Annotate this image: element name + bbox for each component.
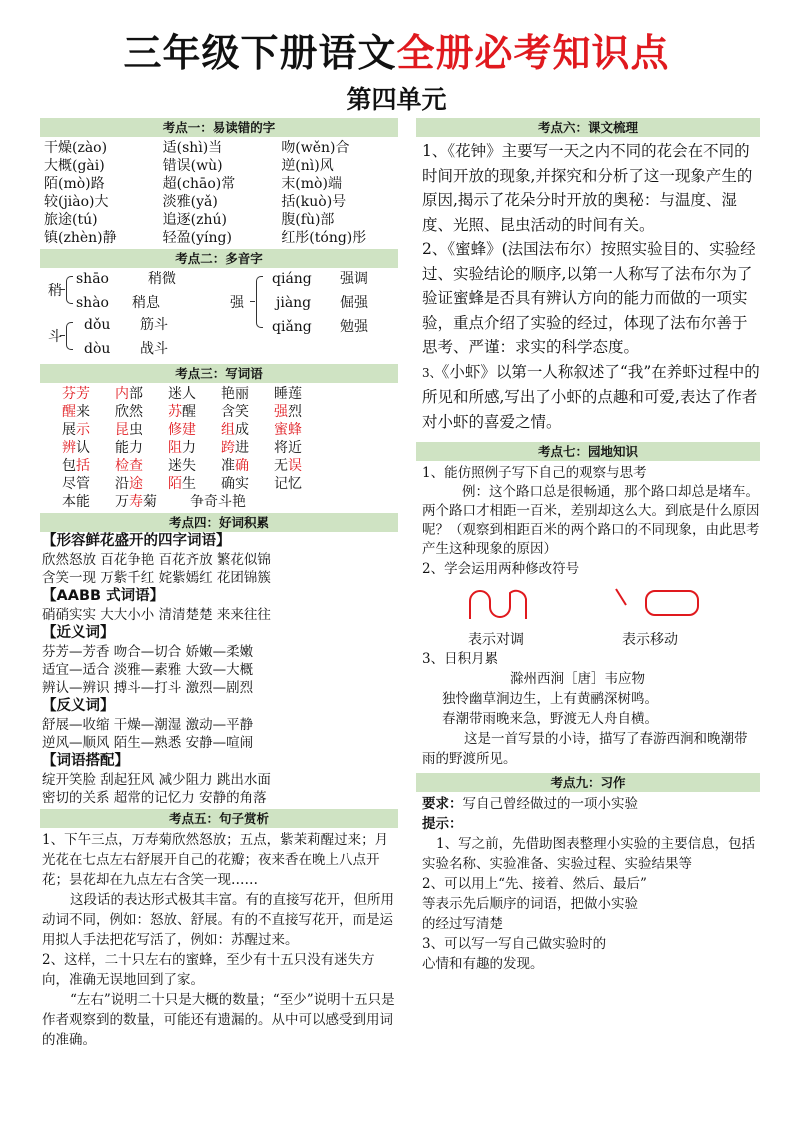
word-cell: 迷失 xyxy=(168,458,196,474)
word: 倔强 xyxy=(340,295,368,311)
pronunciation-cell: 大概(gài) xyxy=(44,158,105,174)
vocab-line: 适宜—适合 淡雅—素雅 大致—大概 xyxy=(42,662,254,678)
word-cell: 昆虫 xyxy=(115,422,143,438)
section-header-p6: 考点六：课文梳理 xyxy=(416,118,760,137)
pronunciation-cell: 轻盈(yíng) xyxy=(162,230,232,246)
polyphone-char: 稍 xyxy=(48,283,62,299)
subheading: 【词语搭配】 xyxy=(42,753,129,769)
poem-line: 独怜幽草涧边生，上有黄鹂深树鸣。 xyxy=(442,691,658,707)
word: 战斗 xyxy=(140,341,168,357)
word-cell: 能力 xyxy=(115,440,143,456)
vocabulary-block xyxy=(40,532,398,807)
proofread-symbols xyxy=(422,579,760,649)
word-cell: 尽管 xyxy=(62,476,90,492)
pronunciation-cell: 逆(nì)风 xyxy=(281,158,334,174)
paragraph: 1、《花钟》主要写一天之内不同的花会在不同的时间开放的现象,并探究和分析了这一现象产生的原因,揭示了花朵分时开放的奥秘：与温度、湿度、光照、昆虫活动的时间有关。 xyxy=(422,142,753,234)
polyphone-char: 强 xyxy=(230,295,244,311)
tip: 心情和有趣的发现。 xyxy=(422,956,544,972)
move-symbol-icon xyxy=(612,583,712,623)
pinyin: shāo xyxy=(76,271,109,287)
composition xyxy=(416,792,760,974)
pronunciation-table xyxy=(40,137,398,247)
pronunciation-cell: 旅途(tú) xyxy=(44,212,98,228)
pronunciation-row xyxy=(44,139,398,157)
pinyin: shào xyxy=(76,295,109,311)
word-row xyxy=(40,493,398,511)
tip: 等表示先后顺序的词语，把做小实验 xyxy=(422,896,638,912)
word: 勉强 xyxy=(340,319,368,335)
word-cell: 苏醒 xyxy=(168,404,196,420)
subheading: 【近义词】 xyxy=(42,625,115,641)
word-row xyxy=(62,421,398,439)
word-cell: 辨认 xyxy=(62,440,90,456)
vocab-line: 密切的关系 超常的记忆力 安静的角落 xyxy=(42,790,267,806)
word-cell: 万寿菊 xyxy=(115,494,157,510)
poem-note: 这是一首写景的小诗，描写了春游西涧和晚潮带雨的野渡所见。 xyxy=(422,731,748,767)
pronunciation-cell: 较(jiào)大 xyxy=(44,194,109,210)
word-cell: 睡莲 xyxy=(274,386,302,402)
word-cell: 记忆 xyxy=(274,476,302,492)
unit-title: 第四单元 xyxy=(346,85,447,114)
vocab-line: 芬芳—芳香 吻合—切合 娇嫩—柔嫩 xyxy=(42,644,254,660)
word-cell: 迷人 xyxy=(168,386,196,402)
word-writing-table xyxy=(40,383,398,493)
word-cell: 醒来 xyxy=(62,404,90,420)
paragraph: 这段话的表达形式极其丰富。有的直接写花开，但所用动词不同，例如：怒放、舒展。有的不直接写花开，而是运用拟人手法把花写活了，例如：苏醒过来。 xyxy=(42,892,394,948)
word-cell: 欣然 xyxy=(115,404,143,420)
word-cell: 强烈 xyxy=(274,404,302,420)
word-cell: 组成 xyxy=(221,422,249,438)
swap-symbol-icon xyxy=(464,585,544,625)
paragraph: 3、《小虾》以第一人称叙述了“我”在养虾过程中的所见和所感,写出了小虾的点趣和可爱,表达了作者对小虾的喜爱之情。 xyxy=(422,362,760,431)
word-row xyxy=(62,475,398,493)
tip: 2、可以用上“先、接着、然后、最后” xyxy=(422,876,647,892)
pronunciation-cell: 干燥(zào) xyxy=(44,140,108,156)
word-cell: 准确 xyxy=(221,458,249,474)
pronunciation-row xyxy=(44,175,398,193)
word-cell: 沿途 xyxy=(115,476,143,492)
word-cell: 艳丽 xyxy=(221,386,249,402)
word: 稍微 xyxy=(148,271,176,287)
item-line: 2、学会运用两种修改符号 xyxy=(422,561,580,577)
paragraph: 2、《蜜蜂》(法国法布尔）按照实验目的、实验经过、实验结论的顺序,以第一人称写了法布尔为了验证蜜蜂是否具有辨认方向的能力而做的一项实验，重点介绍了实验的经过，体现了法布尔善于思考、严谨：求实的科学态度。 xyxy=(422,240,756,356)
section-header-p5: 考点五：句子赏析 xyxy=(40,809,398,828)
section-header-p2: 考点二：多音字 xyxy=(40,249,398,268)
vocab-line: 绽开笑脸 刮起狂风 减少阻力 跳出水面 xyxy=(42,772,271,788)
vocab-line: 含笑一现 万紫千红 姹紫嫣红 花团锦簇 xyxy=(42,570,271,586)
section-header-p3: 考点三：写词语 xyxy=(40,364,398,383)
item-line: 3、日积月累 xyxy=(422,651,499,667)
section-header-p4: 考点四：好词积累 xyxy=(40,513,398,532)
pronunciation-cell: 超(chāo)常 xyxy=(162,176,236,192)
pronunciation-cell: 吻(wěn)合 xyxy=(281,140,350,156)
polyphone-block xyxy=(40,268,398,364)
word-cell: 芬芳 xyxy=(62,386,90,402)
pronunciation-cell: 括(kuò)号 xyxy=(281,194,347,210)
vocab-line: 逆风—顺风 陌生—熟悉 安静—喧闹 xyxy=(42,735,254,751)
requirement: 要求：写自己曾经做过的一项小实验 xyxy=(422,796,638,812)
pronunciation-row xyxy=(44,211,398,229)
pronunciation-row xyxy=(44,193,398,211)
word-cell: 检查 xyxy=(115,458,143,474)
pronunciation-row xyxy=(44,157,398,175)
pronunciation-cell: 追逐(zhú) xyxy=(162,212,227,228)
poem-title: 滁州西涧［唐］韦应物 xyxy=(510,671,645,687)
vocab-line: 舒展—收缩 干燥—潮湿 激动—平静 xyxy=(42,717,254,733)
sentence-analysis xyxy=(40,828,398,1050)
paragraph: 2、这样，二十只左右的蜜蜂，至少有十五只没有迷失方向，准确无误地回到了家。 xyxy=(42,952,375,988)
vocab-line: 硝硝实实 大大小小 清清楚楚 来来往往 xyxy=(42,607,271,623)
word-cell: 阻力 xyxy=(168,440,196,456)
symbol-label: 表示移动 xyxy=(622,632,678,648)
tip: 1、写之前，先借助图表整理小实验的主要信息，包括实验名称、实验准备、实验过程、实验结果等 xyxy=(422,836,756,872)
word: 强调 xyxy=(340,271,368,287)
section-header-p9: 考点九：习作 xyxy=(416,773,760,792)
pronunciation-cell: 陌(mò)路 xyxy=(44,176,105,192)
paragraph: “左右”说明二十只是大概的数量；“至少”说明十五只是作者观察到的数量，可能还有遗漏的。从中可以感受到用词的准确。 xyxy=(42,992,395,1048)
word-cell: 确实 xyxy=(221,476,249,492)
word-cell: 修建 xyxy=(168,422,196,438)
section-header-p7: 考点七：园地知识 xyxy=(416,442,760,461)
word-cell: 包括 xyxy=(62,458,90,474)
word-cell: 陌生 xyxy=(168,476,196,492)
vocab-line: 欣然怒放 百花争艳 百花齐放 繁花似锦 xyxy=(42,552,271,568)
left-column xyxy=(40,118,398,1050)
word: 筋斗 xyxy=(140,317,168,333)
page-title: 三年级下册语文全册必考知识点 xyxy=(123,31,670,75)
section-header-p1: 考点一：易读错的字 xyxy=(40,118,398,137)
vocab-line: 辨认—辨识 搏斗—打斗 激烈—剧烈 xyxy=(42,680,254,696)
paragraph: 1、下午三点，万寿菊欣然怒放；五点，紫茉莉醒过来；月光花在七点左右舒展开自己的花瓣；夜来香在晚上八点开花；昙花却在九点左右含笑一现…… xyxy=(42,832,389,888)
example-text: 例：这个路口总是很畅通，那个路口却总是堵车。两个路口才相距一百米，差别却这么大。到底是什么原因呢？（观察到相距百米的两个路口的不同现象，由此思考产生这种现象的原因） xyxy=(422,484,760,557)
word-row xyxy=(62,385,398,403)
tip: 的经过写清楚 xyxy=(422,916,503,932)
word: 稍息 xyxy=(132,295,160,311)
pronunciation-cell: 红彤(tóng)彤 xyxy=(281,230,367,246)
word-row xyxy=(62,403,398,421)
symbol-label: 表示对调 xyxy=(468,632,524,648)
tip-label: 提示： xyxy=(422,816,463,832)
pronunciation-cell: 淡雅(yǎ) xyxy=(162,194,218,210)
pinyin: dǒu xyxy=(84,317,111,333)
pronunciation-row xyxy=(44,229,398,247)
word-row xyxy=(62,439,398,457)
subheading: 【形容鲜花盛开的四字词语】 xyxy=(42,533,231,549)
word-cell: 无误 xyxy=(274,458,302,474)
text-summary xyxy=(416,137,760,434)
pinyin: qiáng xyxy=(272,271,312,287)
word-cell: 展示 xyxy=(62,422,90,438)
pronunciation-cell: 末(mò)端 xyxy=(281,176,342,192)
word-cell: 跨进 xyxy=(221,440,249,456)
word-cell: 含笑 xyxy=(221,404,249,420)
subheading: 【AABB 式词语】 xyxy=(42,588,165,604)
word-cell: 蜜蜂 xyxy=(274,422,302,438)
word-cell: 将近 xyxy=(274,440,302,456)
poem-line: 春潮带雨晚来急，野渡无人舟自横。 xyxy=(442,711,658,727)
word-cell: 内部 xyxy=(115,386,143,402)
pinyin: qiǎng xyxy=(272,319,312,335)
polyphone-char: 斗 xyxy=(48,329,62,345)
pinyin: dòu xyxy=(84,341,111,357)
tip: 3、可以写一写自己做实验时的 xyxy=(422,936,607,952)
pronunciation-cell: 适(shì)当 xyxy=(162,140,223,156)
pronunciation-cell: 腹(fù)部 xyxy=(281,212,335,228)
right-column xyxy=(416,118,760,974)
pronunciation-cell: 镇(zhèn)静 xyxy=(44,230,117,246)
item-line: 1、能仿照例子写下自己的观察与思考 xyxy=(422,465,647,481)
pronunciation-cell: 错误(wù) xyxy=(162,158,223,174)
garden-knowledge xyxy=(416,461,760,769)
word-row xyxy=(62,457,398,475)
pinyin: jiàng xyxy=(276,295,312,311)
word-cell: 争奇斗艳 xyxy=(190,494,246,510)
word-cell: 本能 xyxy=(62,494,90,510)
subheading: 【反义词】 xyxy=(42,698,115,714)
